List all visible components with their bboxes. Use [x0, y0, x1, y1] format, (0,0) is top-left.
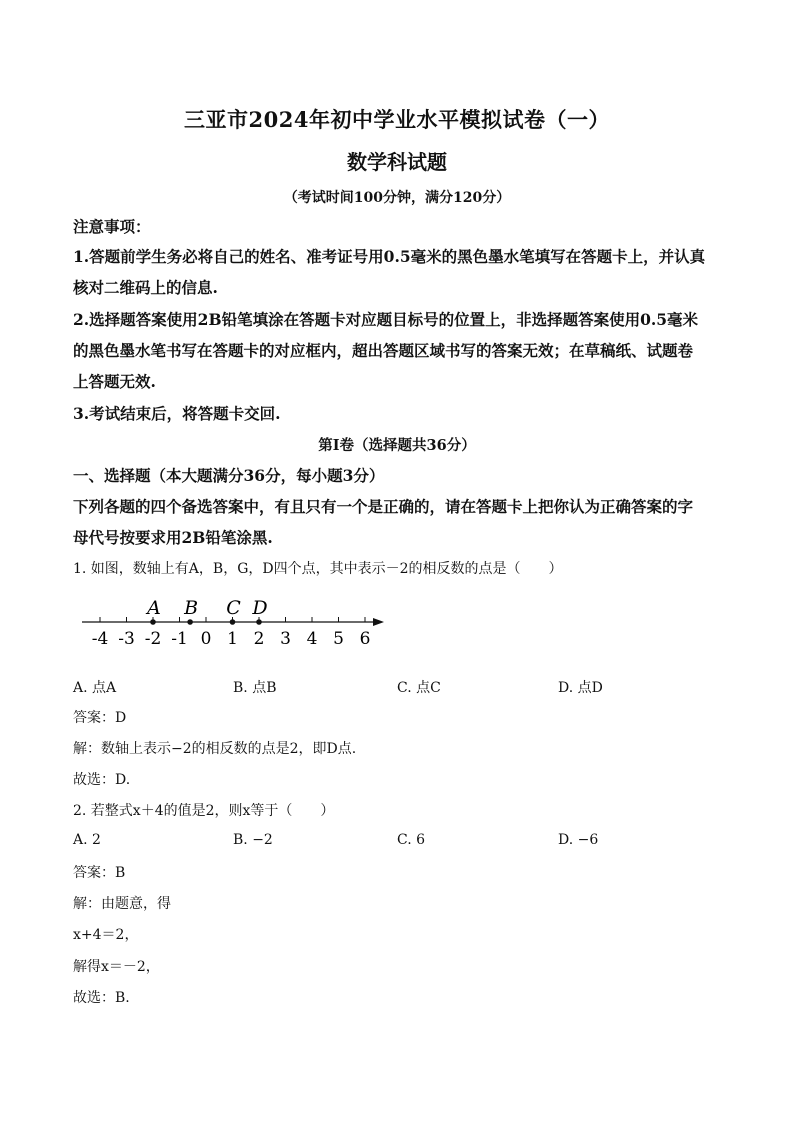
number-line-tick-label: 1	[227, 629, 238, 649]
number-line-point-label: C	[226, 597, 241, 619]
number-line-point	[230, 619, 236, 625]
exam-info: （考试时间100分钟，满分120分）	[283, 190, 511, 206]
number-line-tick-label: 2	[253, 629, 265, 649]
q2-solution-line-4: 故选：B.	[73, 990, 130, 1006]
q1-option-b: B. 点B	[233, 680, 277, 696]
number-line-point	[256, 619, 262, 625]
number-line-tick-label: -1	[171, 629, 188, 649]
q2-solution-line-1: 解：由题意，得	[73, 896, 171, 912]
number-line-point-label: B	[184, 597, 199, 619]
number-line-tick-label: 0	[200, 629, 212, 649]
number-line-tick-label: -4	[91, 629, 109, 649]
q1-solution-line-1: 解：数轴上表示−2的相反数的点是2，即D点.	[73, 741, 357, 757]
part-heading: 一、选择题（本大题满分36分，每小题3分）	[73, 466, 385, 485]
number-line-tick-label: 3	[280, 629, 291, 649]
number-line-tick-label: -3	[118, 629, 135, 649]
q1-stem: 1. 如图，数轴上有A，B，G，D四个点，其中表示－2的相反数的点是（ ）	[73, 561, 563, 577]
number-line-point-label: D	[252, 597, 268, 619]
q1-option-a: A. 点A	[73, 680, 117, 696]
instruction-line-1: 下列各题的四个备选答案中，有且只有一个是正确的，请在答题卡上把你认为正确答案的字	[73, 497, 694, 516]
note-3: 3.考试结束后，将答题卡交回.	[73, 404, 281, 423]
note-2-line-3: 上答题无效.	[73, 372, 156, 391]
note-2-line-1: 2.选择题答案使用2B铅笔填涂在答题卡对应题目标号的位置上，非选择题答案使用0.5毫米	[73, 310, 699, 329]
q2-option-a: A. 2	[73, 832, 101, 848]
number-line-figure	[78, 592, 388, 654]
q2-stem: 2. 若整式x＋4的值是2，则x等于（ ）	[73, 803, 335, 819]
exam-title: 三亚市2024年初中学业水平模拟试卷（一）	[184, 107, 610, 132]
number-line-tick-label: 5	[333, 629, 344, 649]
q1-solution-line-2: 故选：D.	[73, 772, 131, 788]
notes-heading: 注意事项：	[73, 217, 151, 236]
q2-option-b: B. −2	[233, 832, 273, 848]
instruction-line-2: 母代号按要求用2B铅笔涂黑.	[73, 528, 273, 547]
number-line-tick-label: 4	[306, 629, 318, 649]
number-line-point	[187, 619, 193, 625]
q1-option-c: C. 点C	[397, 680, 441, 696]
q2-solution-line-2: x+4＝2，	[73, 927, 139, 943]
note-1-line-1: 1.答题前学生务必将自己的姓名、准考证号用0.5毫米的黑色墨水笔填写在答题卡上，并认真	[73, 247, 706, 266]
q1-answer: 答案：D	[73, 710, 127, 726]
number-line-point-label: A	[147, 597, 161, 619]
note-1-line-2: 核对二维码上的信息.	[73, 278, 218, 297]
exam-subtitle: 数学科试题	[347, 150, 447, 174]
q2-option-d: D. −6	[558, 832, 599, 848]
section-title: 第Ⅰ卷（选择题共36分）	[318, 437, 476, 454]
q1-option-d: D. 点D	[558, 680, 603, 696]
q2-answer: 答案：B	[73, 865, 126, 881]
q2-option-c: C. 6	[397, 832, 426, 848]
number-line-point	[150, 619, 156, 625]
number-line-tick-label: 6	[359, 629, 371, 649]
number-line-tick-label: -2	[144, 629, 162, 649]
number-line-arrow-icon	[373, 618, 384, 626]
note-2-line-2: 的黑色墨水笔书写在答题卡的对应框内，超出答题区域书写的答案无效；在草稿纸、试题卷	[73, 341, 694, 360]
q2-solution-line-3: 解得x＝－2，	[73, 959, 160, 975]
